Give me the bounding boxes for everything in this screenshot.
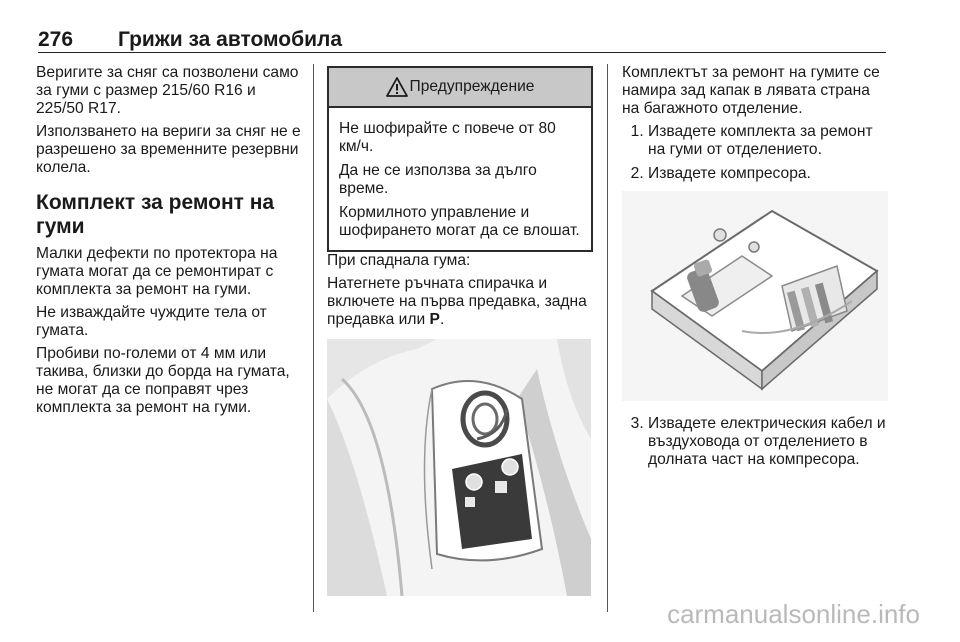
- page-header: [38, 22, 886, 53]
- step-remove-kit: 1. Извадете комплекта за ремонт на гуми от отделението.: [648, 123, 888, 159]
- steps-list-2: [622, 415, 888, 469]
- trunk-compartment-drawing: [327, 339, 591, 596]
- trunk-compartment-illustration: [327, 339, 591, 596]
- warning-line-duration: Да не се използва за дълго време.: [339, 162, 537, 197]
- warning-box: [327, 66, 593, 252]
- column-divider-left: [313, 64, 314, 612]
- repair-kit-paragraph-1: Малки дефекти по протектора на гумата могат да се ремонтират с комплекта за ремонт на гуми.: [36, 245, 278, 298]
- compressor-kit-drawing: [622, 191, 888, 401]
- left-column: [36, 64, 304, 422]
- handbrake-instruction: [327, 275, 593, 329]
- repair-kit-paragraph-3: Пробиви по-големи от 4 мм или такива, близки до борда на гумата, не могат да се поправят чрез комплекта за ремонт на гуми.: [36, 345, 290, 416]
- repair-kit-paragraph-2: Не изваждайте чуждите тела от гумата.: [36, 304, 267, 339]
- kit-location-paragraph: Комплектът за ремонт на гумите се намира зад капак в лявата страна на багажното отделение.: [622, 64, 880, 117]
- right-column: [622, 64, 888, 475]
- section-heading-tyre-repair-kit: Комплект за ремонт на гуми: [36, 191, 275, 238]
- snow-chains-spare-paragraph: Използването на вериги за сняг не е разрешено за временните резервни колела.: [36, 123, 301, 176]
- handbrake-instruction-end: .: [439, 311, 445, 328]
- compressor-kit-illustration: [622, 191, 888, 401]
- gear-p-symbol: P: [429, 311, 440, 328]
- warning-title: Предупреждение: [409, 78, 535, 95]
- warning-triangle-icon: [386, 77, 408, 97]
- step-remove-cable-hose: 3. Извадете електрическия кабел и въздуховода от отделението в долната част на компресора.: [648, 415, 888, 469]
- warning-line-steering: Кормилното управление и шофирането могат да се влошат.: [339, 204, 580, 239]
- watermark: carmanualsonline.info: [667, 599, 920, 629]
- warning-line-speed: Не шофирайте с повече от 80 км/ч.: [339, 120, 556, 155]
- step-remove-compressor: 2. Извадете компресора.: [648, 165, 888, 183]
- page-number: 276: [38, 28, 74, 51]
- handbrake-instruction-text: Натегнете ръчната спирачка и включете на първа предавка, задна предавка или: [327, 275, 587, 328]
- flat-tyre-label: При спаднала гума:: [327, 252, 471, 269]
- page-title: Грижи за автомобила: [118, 28, 343, 51]
- warning-body: [329, 108, 591, 250]
- steps-list-1: [622, 123, 888, 183]
- snow-chains-paragraph: Веригите за сняг са позволени само за гуми с размер 215/60 R16 и 225/50 R17.: [36, 64, 299, 117]
- column-divider-right: [607, 64, 608, 612]
- middle-column: [327, 64, 593, 610]
- warning-header: [329, 68, 591, 108]
